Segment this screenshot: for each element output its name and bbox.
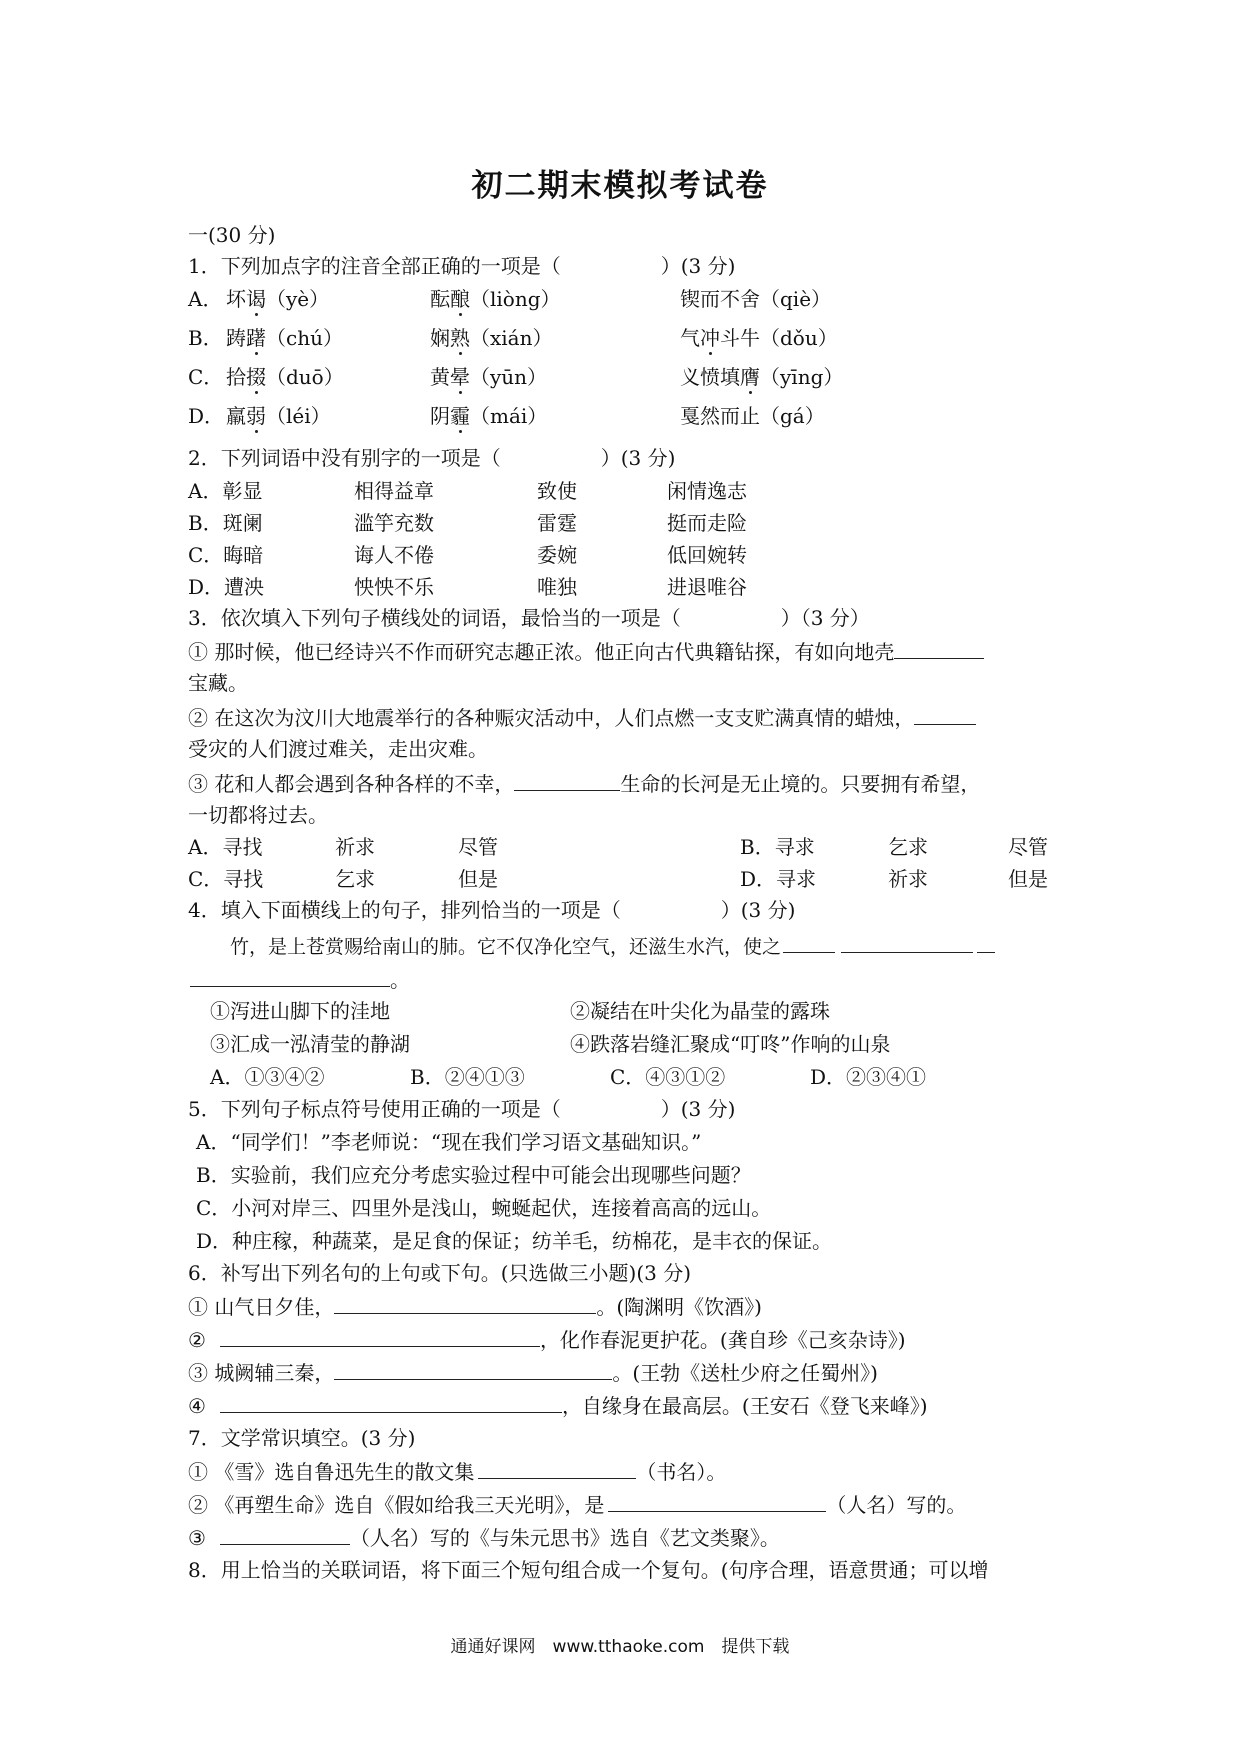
- answer-blank[interactable]: [334, 1293, 596, 1314]
- q6-stem: 6．补写出下列名句的上句或下句。(只选做三小题)(3 分): [188, 1261, 692, 1285]
- word-text: 斗牛（dǒu）: [720, 326, 838, 350]
- q7-line-1-text: ① 《雪》选自鲁迅先生的散文集: [188, 1460, 475, 1484]
- q3-option-cell: D．寻求: [740, 867, 817, 891]
- q7-stem: 7．文学常识填空。(3 分): [188, 1426, 416, 1450]
- q2-option-cell: 相得益章: [354, 479, 434, 503]
- q6-line-1: [188, 1293, 762, 1320]
- q4-passage: [230, 932, 995, 960]
- q3-option-cell: 尽管: [1008, 835, 1048, 859]
- q2-option-cell: 怏怏不乐: [354, 575, 434, 599]
- word-text: （xián）: [470, 326, 553, 350]
- answer-blank[interactable]: [220, 1392, 562, 1413]
- q2-option-cell: 滥竽充数: [354, 511, 434, 535]
- dotted-char: 晕: [450, 365, 470, 389]
- q3-option-cell: 祈求: [888, 867, 928, 891]
- word-text: （liòng）: [470, 287, 561, 311]
- word-text: （yīng）: [760, 365, 844, 389]
- q4-item-4: ④跌落岩缝汇聚成“叮咚”作响的山泉: [570, 1032, 891, 1056]
- q4-item-2: ②凝结在叶尖化为晶莹的露珠: [570, 999, 830, 1023]
- q5-option-d: D．种庄稼，种蔬菜，是足食的保证；纺羊毛，纺棉花，是丰衣的保证。: [196, 1229, 833, 1253]
- q3-stem: 3．依次填入下列句子横线处的词语，最恰当的一项是（ ）（3 分）: [188, 606, 870, 630]
- q2-option-cell: A．彰显: [188, 479, 263, 503]
- q7-line-1: [188, 1458, 726, 1485]
- q3-sentence-2: [188, 704, 976, 731]
- answer-blank[interactable]: [514, 770, 620, 791]
- q2-option-cell: C．晦暗: [188, 543, 264, 567]
- answer-blank[interactable]: [220, 1326, 540, 1347]
- answer-blank[interactable]: [608, 1491, 826, 1512]
- q7-line-2: [188, 1491, 966, 1518]
- word-text: 阴: [430, 404, 450, 428]
- q7-line-3: [188, 1524, 780, 1551]
- word-text: 羸: [226, 404, 246, 428]
- answer-blank[interactable]: [841, 932, 973, 953]
- dotted-char: 膺: [740, 365, 760, 389]
- footer-source: 通通好课网 www.tthaoke.com 提供下载: [450, 1637, 790, 1657]
- q1-option-word: [430, 286, 561, 312]
- q6-line-3: [188, 1359, 878, 1386]
- q4-passage-text: 竹，是上苍赏赐给南山的肺。它不仅净化空气，还滋生水汽，使之: [230, 936, 782, 958]
- q1-option-row: [188, 364, 844, 390]
- section-heading: 一(30 分): [188, 223, 276, 247]
- q3-sentence-3-cont: 一切都将过去。: [188, 803, 328, 827]
- word-text: （duō）: [266, 365, 344, 389]
- q7-line-2-hint: （人名）写的。: [826, 1493, 967, 1517]
- dotted-char: 躇: [246, 326, 266, 350]
- q4-option-c: C．④③①②: [610, 1065, 726, 1089]
- q2-option-cell: B．斑阑: [188, 511, 263, 535]
- word-text: （chú）: [266, 326, 343, 350]
- q3-option-cell: C．寻找: [188, 867, 264, 891]
- q4-passage-cont: [190, 966, 410, 993]
- answer-blank[interactable]: [334, 1359, 612, 1380]
- q1-option-label: A．: [188, 287, 223, 311]
- q2-option-cell: 闲情逸志: [667, 479, 747, 503]
- word-text: （mái）: [470, 404, 548, 428]
- q1-option-label: C．: [188, 365, 224, 389]
- q7-line-3-num: ③: [188, 1526, 206, 1550]
- q6-line-1-text: ① 山气日夕佳，: [188, 1295, 335, 1319]
- q3-option-cell: A．寻找: [188, 835, 263, 859]
- dotted-char: 霾: [450, 404, 470, 428]
- q1-option-word: [680, 286, 831, 312]
- q2-option-cell: 挺而走险: [667, 511, 747, 535]
- q1-option-word: [226, 325, 343, 351]
- q1-option-word: [680, 325, 838, 351]
- q2-option-cell: 进退唯谷: [667, 575, 747, 599]
- q2-stem: 2．下列词语中没有别字的一项是（ ）(3 分): [188, 446, 676, 470]
- q6-line-2-num: ②: [188, 1328, 206, 1352]
- q4-option-b: B．②④①③: [410, 1065, 525, 1089]
- q3-sentence-1-cont: 宝藏。: [188, 671, 248, 695]
- q3-option-cell: 尽管: [458, 835, 498, 859]
- word-text: 气: [680, 326, 700, 350]
- q4-item-1: ①泻进山脚下的洼地: [210, 999, 390, 1023]
- q6-line-4: [188, 1392, 928, 1419]
- answer-blank[interactable]: [977, 932, 995, 953]
- dotted-char: 冲: [700, 326, 720, 350]
- q2-option-cell: 诲人不倦: [354, 543, 434, 567]
- q3-sentence-3-text-b: 生命的长河是无止境的。只要拥有希望，: [620, 772, 981, 796]
- q3-option-cell: 乞求: [888, 835, 928, 859]
- q3-option-cell: 但是: [458, 867, 498, 891]
- q1-option-word: [226, 286, 329, 312]
- word-text: 黄: [430, 365, 450, 389]
- word-text: 娴: [430, 326, 450, 350]
- word-text: （léi）: [266, 404, 331, 428]
- dotted-char: 熟: [450, 326, 470, 350]
- dotted-char: 弱: [246, 404, 266, 428]
- answer-blank[interactable]: [894, 638, 984, 659]
- q4-item-3: ③汇成一泓清莹的静湖: [210, 1032, 410, 1056]
- q3-sentence-1: [188, 638, 984, 665]
- q3-option-cell: 乞求: [335, 867, 375, 891]
- q3-sentence-3-text: ③ 花和人都会遇到各种各样的不幸，: [188, 772, 515, 796]
- word-text: 锲: [680, 287, 700, 311]
- q3-sentence-2-cont: 受灾的人们渡过难关，走出灾难。: [188, 737, 488, 761]
- q7-line-3-text: （人名）写的《与朱元思书》选自《艺文类聚》。: [349, 1526, 780, 1550]
- q6-line-2: [188, 1326, 906, 1353]
- q3-option-cell: 祈求: [335, 835, 375, 859]
- word-text: 坏: [226, 287, 246, 311]
- word-text: 然而止（gá）: [700, 404, 825, 428]
- word-text: 戛: [680, 404, 700, 428]
- q2-option-cell: D．遭泱: [188, 575, 265, 599]
- q6-line-3-source: 。(王勃《送杜少府之任蜀州》): [612, 1361, 878, 1385]
- dotted-char: 掇: [246, 365, 266, 389]
- q6-line-1-source: 。(陶渊明《饮酒》): [596, 1295, 762, 1319]
- q5-option-c: C．小河对岸三、四里外是浅山，蜿蜒起伏，连接着高高的远山。: [196, 1196, 772, 1220]
- q2-option-cell: 低回婉转: [667, 543, 747, 567]
- q1-option-word: [430, 403, 547, 429]
- answer-blank[interactable]: [783, 932, 835, 953]
- q4-option-d: D．②③④①: [810, 1065, 927, 1089]
- q1-option-word: [430, 325, 552, 351]
- q1-option-row: [188, 286, 832, 312]
- q1-option-word: [226, 403, 331, 429]
- q1-option-row: [188, 403, 825, 429]
- q6-line-4-text: ，自缘身在最高层。(王安石《登飞来峰》): [561, 1394, 928, 1418]
- q8-stem: 8．用上恰当的关联词语，将下面三个短句组合成一个复句。(句序合理，语意贯通；可以增: [188, 1558, 989, 1582]
- dotted-char: 酿: [450, 287, 470, 311]
- word-text: 拾: [226, 365, 246, 389]
- q7-line-1-hint: （书名）。: [636, 1460, 727, 1484]
- q5-option-a: A．“同学们！”李老师说：“现在我们学习语文基础知识。”: [196, 1130, 702, 1154]
- q2-option-cell: 致使: [537, 479, 577, 503]
- q5-option-b: B．实验前，我们应充分考虑实验过程中可能会出现哪些问题？: [196, 1163, 751, 1187]
- q3-option-cell: 但是: [1008, 867, 1048, 891]
- q3-sentence-2-text: ② 在这次为汶川大地震举行的各种赈灾活动中，人们点燃一支支贮满真情的蜡烛，: [188, 706, 915, 730]
- q1-option-label: D．: [188, 404, 225, 428]
- q1-option-word: [226, 364, 344, 390]
- dotted-char: 谒: [246, 287, 266, 311]
- answer-blank[interactable]: [220, 1524, 350, 1545]
- q1-option-word: [430, 364, 547, 390]
- q1-option-row: [188, 325, 838, 351]
- answer-blank[interactable]: [914, 704, 976, 725]
- q6-line-3-text: ③ 城阙辅三秦，: [188, 1361, 335, 1385]
- word-text: 义愤填: [680, 365, 740, 389]
- q1-option-word: [680, 364, 843, 390]
- answer-blank[interactable]: [190, 966, 390, 987]
- word-text: 酝: [430, 287, 450, 311]
- q1-stem: 1．下列加点字的注音全部正确的一项是（ ）(3 分): [188, 254, 736, 278]
- word-text: （yè）: [266, 287, 330, 311]
- word-text: （yūn）: [470, 365, 548, 389]
- q2-option-cell: 唯独: [537, 575, 577, 599]
- q4-stem: 4．填入下面横线上的句子，排列恰当的一项是（ ）(3 分): [188, 898, 796, 922]
- q6-line-2-text: ，化作春泥更护花。(龚自珍《己亥杂诗》): [539, 1328, 906, 1352]
- q1-option-word: [680, 403, 825, 429]
- answer-blank[interactable]: [478, 1458, 636, 1479]
- q3-option-cell: B．寻求: [740, 835, 815, 859]
- q6-line-4-num: ④: [188, 1394, 206, 1418]
- q2-option-cell: 雷霆: [537, 511, 577, 535]
- q1-option-label: B．: [188, 326, 223, 350]
- q3-sentence-3: [188, 770, 980, 797]
- q4-option-a: A．①③④②: [210, 1065, 325, 1089]
- q3-sentence-1-text: ① 那时候，他已经诗兴不作而研究志趣正浓。他正向古代典籍钻探，有如向地壳: [188, 640, 895, 664]
- word-text: 而不舍（qiè）: [700, 287, 832, 311]
- q4-period: 。: [390, 968, 410, 992]
- q2-option-cell: 委婉: [537, 543, 577, 567]
- word-text: 踌: [226, 326, 246, 350]
- q5-stem: 5．下列句子标点符号使用正确的一项是（ ）(3 分): [188, 1097, 736, 1121]
- q7-line-2-text: ② 《再塑生命》选自《假如给我三天光明》，是: [188, 1493, 605, 1517]
- page-title: 初二期末模拟考试卷: [471, 168, 769, 204]
